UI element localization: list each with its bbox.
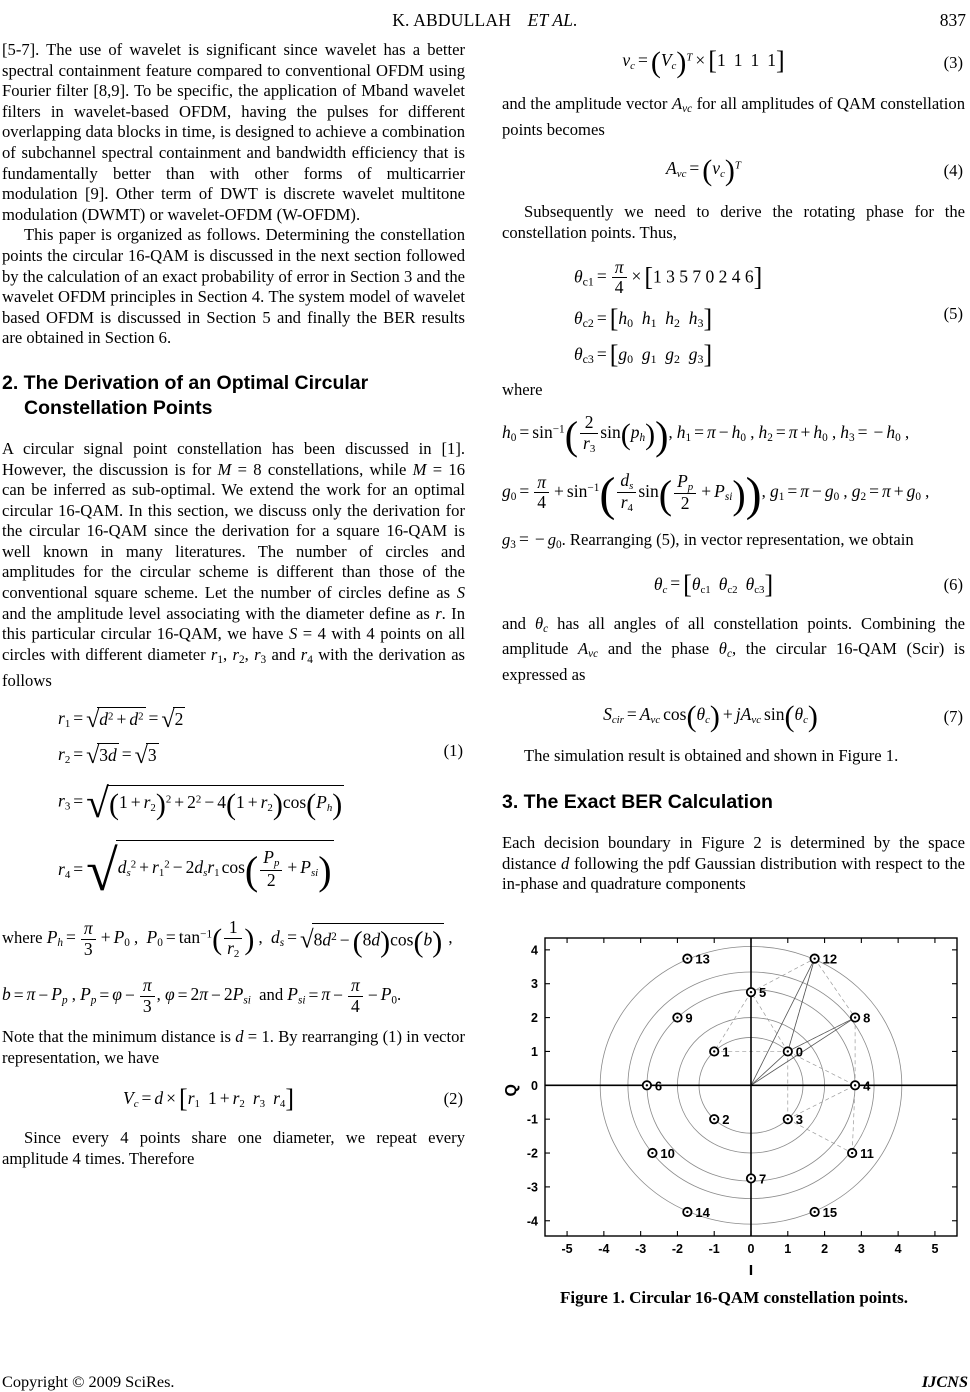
paragraph-rotating-phase: Subsequently we need to derive the rotating phase for the constellation points. Thus, [502, 202, 965, 242]
x-tick-label: 1 [784, 1242, 792, 1256]
paragraph-repeat-amplitude: Since every 4 points share one diameter, we repeat every amplitude 4 times. Therefore [2, 1128, 465, 1168]
x-tick-label: -5 [561, 1242, 573, 1256]
equation-1-line-r1: $r_1 = √d^2 + d^2 = √2$ [58, 707, 184, 734]
constellation-point-label-15: 15 [822, 1204, 838, 1220]
constellation-point-dot-15 [813, 1211, 815, 1213]
page-number: 837 [939, 10, 966, 30]
constellation-point-label-9: 9 [685, 1010, 693, 1026]
symbol-Avc-2: $A_{vc}$ [578, 639, 599, 661]
equation-where-h: $h_0 = \sin^{-1}$( $\frac{2}{r_3}$ $\sin(p_h)$), $h_1 = \pi - h_0$ , $h_2 = \pi + h_0$ , $h_3$ = − $h_0$ , [502, 411, 910, 458]
section-2-title-line1: 2. The Derivation of an Optimal Circular [2, 371, 369, 394]
constellation-point-dot-0 [787, 1050, 789, 1052]
frag-comb-b: has all angles of all constellation points. Combining the amplitude [502, 613, 965, 659]
constellation-point-label-4: 4 [863, 1078, 871, 1094]
symbol-d: d [235, 1027, 244, 1047]
frag-ber-b: following the pdf Gaussian distribution with respect to the in-phase and quadrature components [502, 853, 965, 894]
constellation-point-dot-8 [854, 1016, 856, 1018]
constellation-point-label-8: 8 [863, 1010, 871, 1026]
y-tick-label: -1 [526, 1112, 538, 1127]
symbol-theta-c-1: $\theta_c$ [534, 613, 549, 635]
constellation-point-label-3: 3 [795, 1112, 804, 1128]
equation-2: $V_c = d \times [r_1$ $1 + r_2$ $r_3$ $r_4$] (2) [123, 1084, 463, 1114]
constellation-point-dot-1 [713, 1050, 715, 1052]
y-tick-label: 1 [531, 1044, 538, 1059]
constellation-point-label-13: 13 [695, 951, 710, 967]
equation-4: $A_{vc} = (v_c)^T$ (4) [666, 154, 963, 188]
frag-c: = 16 can be inferred as sub-optimal. We extend the work for an optimal circular 16-QAM. In this section, we discuss only the derivation for the circular 16-QAM since the derivation for a square 16-QAM is well known in many literatures. The number of circles and amplitudes for the circular scheme is different than those of the conventional square scheme. Let the number of circles define as [2, 459, 465, 603]
frag-amp-b: for all amplitudes of QAM constellation points becomes [502, 94, 965, 139]
constellation-point-label-2: 2 [722, 1112, 730, 1128]
constellation-point-dot-4 [854, 1084, 856, 1086]
x-tick-label: 2 [821, 1242, 829, 1256]
figure-1 [502, 930, 966, 1308]
constellation-point-label-10: 10 [660, 1146, 675, 1162]
y-tick-label: 2 [531, 1011, 538, 1026]
constellation-point-label-0: 0 [795, 1044, 804, 1060]
frag-amp-a: and the amplitude vector [502, 94, 672, 113]
symbol-M-2: M [412, 459, 427, 479]
paragraph-combining [502, 614, 965, 686]
frag-d: and the amplitude level associating with the diameter define as [2, 603, 436, 623]
constellation-point-dot-14 [686, 1211, 688, 1213]
running-head [0, 10, 970, 36]
symbol-M-1: M [217, 459, 232, 479]
equation-7-number: (7) [943, 706, 963, 726]
equation-1-line-r4: $r_4 =√d_s^2 + r_1^2 - 2d_sr_1$ cos( $\frac{P_p}{2}$ + $P_{si}$) [58, 840, 332, 904]
constellation-point-dot-3 [787, 1118, 789, 1120]
constellation-point-label-11: 11 [860, 1146, 874, 1162]
equation-1-line-r2: $r_2 = √3d = √3$ [58, 743, 157, 770]
frag-comb-d: , the circular 16-QAM (Scir) is expressed as [502, 639, 965, 685]
frag-g: with the derivation as follows [2, 644, 466, 690]
equation-3-number: (3) [943, 53, 963, 72]
equation-2-number: (2) [443, 1089, 463, 1109]
equation-6: $\theta_c = [\theta_{c1}$ $\theta_{c2}$ $\theta_{c3}$] (6) [653, 569, 963, 599]
running-head-etal: ET AL. [527, 10, 578, 30]
constellation-plot [502, 930, 966, 1275]
y-tick-label: 3 [531, 977, 538, 992]
symbol-theta-c-2: $\theta_c$ [718, 639, 732, 661]
running-head-authors [0, 10, 970, 31]
y-tick-label: 4 [531, 943, 538, 958]
constellation-point-label-5: 5 [759, 985, 767, 1001]
constellation-point-dot-9 [676, 1016, 678, 1018]
equation-5 [502, 258, 965, 371]
paragraph-simulation-result: The simulation result is obtained and shown in Figure 1. [524, 745, 899, 765]
frag-f: = 4 with 4 points on all circles with different diameter [2, 624, 465, 664]
equation-5-line-theta-c2: $\theta_{c2} = [h_0$ $h_1$ $h_2$ $h_3$] [574, 304, 713, 334]
equation-where-g: $g_0$ = $\frac{\pi}{4}$ + $\sin^{-1}$( $\frac{d_s}{r_4}$ sin( $\frac{P_p}{2}$ + $P_{si}$)), $g_1 = \pi - g_0$ , $g_2 = \pi + g_0$ , [502, 468, 930, 522]
symbol-r4: r [300, 644, 308, 664]
y-tick-label: -3 [526, 1180, 538, 1195]
symbol-d-2: d [561, 853, 570, 873]
equation-4-number: (4) [943, 161, 963, 181]
x-tick-label: -3 [635, 1242, 647, 1256]
frag-rearrange: . Rearranging (5), in vector representation, we obtain [561, 529, 914, 549]
constellation-point-dot-7 [750, 1177, 752, 1179]
equation-6-number: (6) [943, 574, 963, 594]
symbol-g0: $g_0$ [547, 529, 562, 551]
equation-7: $S_{cir} = A_{vc}$ $\cos(\theta_c) + jA_{vc}$ $\sin(\theta_c)$ (7) [603, 699, 963, 733]
frag-comb-c: and the phase [598, 639, 719, 659]
figure-1-caption: Figure 1. Circular 16-QAM constellation points. [559, 1288, 909, 1307]
y-tick-label: -4 [526, 1214, 538, 1229]
constellation-point-dot-10 [651, 1152, 653, 1154]
section-2-heading [2, 371, 465, 421]
x-tick-label: 3 [857, 1242, 865, 1256]
x-axis-label: I [748, 1263, 754, 1275]
frag-comb-a: and [502, 613, 535, 633]
constellation-point-label-6: 6 [654, 1078, 663, 1094]
equation-1-number: (1) [443, 741, 463, 761]
equation-5-line-theta-c3: $\theta_{c3} = [g_0$ $g_1$ $g_2$ $g_3$] [574, 340, 713, 370]
paragraph-intro: [5-7]. The use of wavelet is significant since wavelet has a better spectral containment feature compared to conventional OFDM using Fourier filter [8,9]. To be specific, the application of Mband wavelet filters in wavelet-based OFDM, having the pulses for different overlapping data blocks in time, is designed to achieve a combination of subchannel spectral containment and bandwidth efficiency that is fundamentally better than with other forms of multicarrier modulation [9]. Other term of DWT is discrete wavelet multitone modulation (DWMT) or wavelet-OFDM (W-OFDM). [2, 40, 465, 224]
running-head-author-name: K. ABDULLAH [392, 10, 512, 30]
symbol-S-1: S [456, 583, 465, 603]
x-tick-label: 4 [894, 1242, 902, 1256]
y-tick-label: -2 [526, 1146, 538, 1161]
constellation-point-dot-6 [646, 1084, 648, 1086]
right-column [502, 40, 965, 895]
frag-note-b: = 1. By rearranging (1) in vector representation, we have [2, 1027, 465, 1067]
constellation-point-dot-12 [813, 957, 815, 959]
equation-where-block-1: where $P_h$ = $\frac{\pi}{3}$ + $P_0$ , $P_0 = \tan^{-1}$( $\frac{1}{r_2}$ ) , $d_s = √8d^2 - (8d)\cos(b)$ , [2, 917, 453, 961]
x-tick-label: -1 [708, 1242, 720, 1256]
left-column [2, 40, 465, 1169]
symbol-r3: r [254, 644, 261, 664]
paragraph-circular-constellation: A circular signal point constellation has been discussed in [1]. However, the discussion is for M = 8 constellations, while M = 16 can be inferred as sub-optimal. We extend the work for an optimal circular 16-QAM. In this section, we discuss only the derivation for the circular 16-QAM since the derivation for a square 16-QAM is well known in many literatures. The number of circles and amplitudes for the circular scheme is different than those of the conventional square scheme. Let the number of circles define as S and the amplitude level associating with the diameter define as r. In this particular circular 16-QAM, we have S = 4 with 4 points on all circles with different diameter $r_1$, $r_2$, $r_3$ and $r_4$ with the derivation as follows [2, 438, 466, 690]
paragraph-decision-boundary [502, 833, 965, 895]
paragraph-min-distance [2, 1027, 465, 1068]
x-tick-label: 0 [747, 1242, 755, 1256]
y-tick-label: 0 [531, 1078, 538, 1093]
symbol-r: r [435, 603, 442, 623]
frag-a: A circular signal point constellation has been discussed in [1]. However, the discussion is for [2, 438, 465, 479]
x-tick-label: 5 [931, 1242, 939, 1256]
equation-1 [2, 707, 465, 904]
symbol-S-2: S [288, 624, 298, 644]
constellation-point-dot-11 [851, 1152, 853, 1154]
frag-e: . In this particular circular 16-QAM, we have [2, 603, 465, 644]
constellation-point-dot-13 [686, 957, 688, 959]
constellation-point-label-12: 12 [822, 951, 838, 967]
equation-5-line-theta-c1: $\theta_{c1}$ = $\frac{\pi}{4}$ × [1 3 5 7 0 2 4 6] [574, 256, 763, 298]
where-label: where [502, 380, 543, 400]
symbol-r2: r [232, 644, 239, 664]
paragraph-amplitude-vector [502, 94, 965, 140]
equation-5-number: (5) [943, 303, 963, 323]
journal-abbrev: IJCNS [921, 1372, 968, 1391]
section-3-heading: 3. The Exact BER Calculation [502, 791, 773, 814]
frag-ber-a: Each decision boundary in Figure 2 is determined by the space distance [502, 833, 965, 873]
constellation-point-label-7: 7 [759, 1171, 767, 1187]
constellation-point-dot-5 [750, 991, 752, 993]
symbol-r1: r [210, 644, 218, 664]
symbol-Avc: $A_{vc}$ [671, 94, 693, 116]
paragraph-organization: This paper is organized as follows. Determining the constellation points the circular 16-QAM is discussed in the next section followed by the calculation of an exact probability of error in Section 3 and the wavelet OFDM principles in Section 4. The system model of wavelet based OFDM is discussed in Section 5 and finally the BER results are obtained in Section 6. [2, 225, 465, 348]
constellation-point-label-14: 14 [695, 1204, 710, 1220]
constellation-point-label-1: 1 [722, 1044, 730, 1060]
frag-b: = 8 constellations, while [231, 459, 413, 479]
frag-note-a: Note that the minimum distance is [2, 1027, 236, 1047]
equation-where-block-2: $b = \pi - P_p$ , $P_p = \varphi$ − $\frac{\pi}{3}$ , $\varphi = 2\pi - 2P_{si}$ and $P_{si} = \pi$ − $\frac{\pi}{4}$ − $P_0$. [2, 975, 402, 1017]
x-tick-label: -4 [598, 1242, 610, 1256]
y-axis-label: Q [503, 1084, 520, 1097]
copyright-text: Copyright © 2009 SciRes. [2, 1372, 175, 1391]
equation-1-line-r3: $r_3 =√(1 + r_2)^2 + 2^2 - 4(1 + r_2)\cos(P_h)$ [58, 780, 343, 827]
section-2-title-line2: Constellation Points [24, 396, 213, 419]
paragraph-rearranging: $g_3$ = − $g_0$. Rearranging (5), in vector representation, we obtain [502, 528, 914, 551]
equation-3: $v_c = (V_c)^T \times [1$ 1 1 1] (3) [622, 46, 963, 79]
constellation-point-dot-2 [713, 1118, 715, 1120]
x-tick-label: -2 [671, 1242, 683, 1256]
symbol-g3: $g_3$ [502, 529, 516, 551]
